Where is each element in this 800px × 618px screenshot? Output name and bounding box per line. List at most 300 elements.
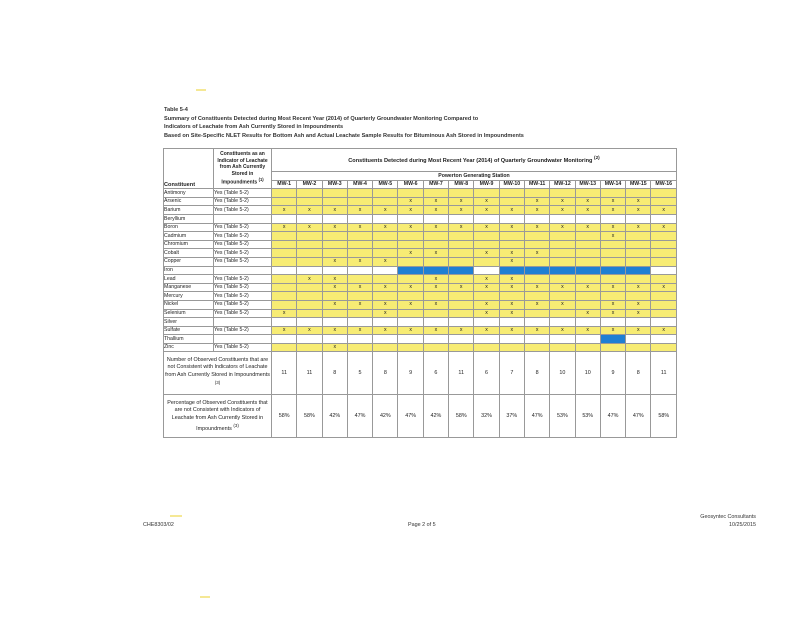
- well-cell: [347, 300, 372, 309]
- well-cell: [373, 266, 398, 275]
- well-cell: [474, 232, 499, 241]
- well-cell: [651, 232, 677, 241]
- well-cell: [423, 318, 448, 327]
- well-header: MW-1: [272, 180, 297, 189]
- well-cell: [347, 318, 372, 327]
- well-cell: [651, 300, 677, 309]
- well-cell: [499, 326, 524, 335]
- summary-value: 47%: [626, 395, 651, 438]
- well-cell: [474, 309, 499, 318]
- well-cell: [600, 292, 625, 301]
- well-cell: [626, 223, 651, 232]
- table-row: [164, 275, 677, 284]
- well-cell: [423, 189, 448, 198]
- well-cell: [524, 206, 549, 215]
- table-row: [164, 343, 677, 352]
- well-cell: [347, 214, 372, 223]
- well-header: MW-3: [322, 180, 347, 189]
- well-cell: [423, 326, 448, 335]
- well-cell: [600, 275, 625, 284]
- summary-value: 8: [322, 352, 347, 395]
- well-cell: [651, 223, 677, 232]
- detected-mark: x: [637, 327, 640, 334]
- well-cell: [347, 223, 372, 232]
- well-cell: [322, 266, 347, 275]
- well-cell: [499, 214, 524, 223]
- well-cell: [272, 189, 297, 198]
- well-cell: [398, 214, 423, 223]
- well-cell: [600, 197, 625, 206]
- detected-mark: x: [586, 310, 589, 317]
- well-cell: [398, 240, 423, 249]
- well-cell: [449, 275, 474, 284]
- well-cell: [600, 335, 625, 344]
- well-cell: [550, 189, 575, 198]
- detected-mark: x: [459, 206, 463, 213]
- table-row: [164, 206, 677, 215]
- well-cell: [322, 326, 347, 335]
- well-cell: [449, 197, 474, 206]
- well-cell: [626, 249, 651, 258]
- summary-value: 47%: [398, 395, 423, 438]
- well-cell: [272, 249, 297, 258]
- well-cell: [398, 326, 423, 335]
- well-cell: [449, 206, 474, 215]
- well-cell: [297, 318, 322, 327]
- well-cell: [398, 249, 423, 258]
- summary-value: 58%: [297, 395, 322, 438]
- well-cell: [499, 318, 524, 327]
- table-row: [164, 326, 677, 335]
- summary-value: 11: [272, 352, 297, 395]
- well-cell: [474, 240, 499, 249]
- well-cell: [423, 309, 448, 318]
- well-cell: [474, 283, 499, 292]
- well-cell: [449, 326, 474, 335]
- well-cell: [449, 232, 474, 241]
- indicator-value: Yes (Table 5-2): [214, 283, 272, 292]
- well-cell: [474, 214, 499, 223]
- well-cell: [322, 232, 347, 241]
- well-cell: [474, 275, 499, 284]
- well-cell: [347, 292, 372, 301]
- indicator-value: Yes (Table 5-2): [214, 240, 272, 249]
- well-cell: [499, 223, 524, 232]
- summary-value: 32%: [474, 395, 499, 438]
- well-cell: [651, 257, 677, 266]
- detected-mark: x: [637, 301, 640, 308]
- well-cell: [423, 232, 448, 241]
- well-cell: [626, 240, 651, 249]
- well-cell: [398, 300, 423, 309]
- summary-value: 42%: [322, 395, 347, 438]
- well-cell: [524, 223, 549, 232]
- well-cell: [524, 318, 549, 327]
- indicator-value: [214, 318, 272, 327]
- well-cell: [524, 189, 549, 198]
- well-cell: [626, 189, 651, 198]
- well-cell: [373, 206, 398, 215]
- well-cell: [423, 240, 448, 249]
- well-cell: [499, 266, 524, 275]
- detected-mark: x: [637, 198, 640, 205]
- well-cell: [474, 292, 499, 301]
- detected-mark: x: [586, 206, 589, 213]
- well-cell: [373, 275, 398, 284]
- well-cell: [499, 309, 524, 318]
- detected-mark: x: [358, 327, 362, 334]
- well-cell: [524, 232, 549, 241]
- well-cell: [575, 197, 600, 206]
- well-cell: [474, 206, 499, 215]
- well-cell: [626, 309, 651, 318]
- well-cell: [373, 257, 398, 266]
- table-title-line1: Summary of Constituents Detected during Most Recent Year (2014) of Quarterly Groundwater Monitoring Compared to: [164, 115, 479, 122]
- well-cell: [347, 283, 372, 292]
- summary-row: [164, 395, 677, 438]
- well-cell: [297, 300, 322, 309]
- well-cell: [499, 292, 524, 301]
- summary-value: 58%: [651, 395, 677, 438]
- detected-mark: x: [611, 284, 615, 291]
- well-cell: [373, 232, 398, 241]
- well-cell: [600, 257, 625, 266]
- indicator-value: Yes (Table 5-2): [214, 206, 272, 215]
- well-cell: [373, 240, 398, 249]
- well-cell: [550, 214, 575, 223]
- well-cell: [347, 232, 372, 241]
- well-cell: [575, 300, 600, 309]
- constituent-name: Antimony: [164, 189, 214, 198]
- detected-mark: x: [586, 224, 589, 231]
- well-cell: [398, 309, 423, 318]
- well-cell: [322, 223, 347, 232]
- summary-value: 10: [550, 352, 575, 395]
- summary-value: 58%: [449, 395, 474, 438]
- highlight-mark: [196, 89, 206, 91]
- well-cell: [474, 318, 499, 327]
- well-cell: [600, 214, 625, 223]
- well-cell: [626, 232, 651, 241]
- well-cell: [651, 292, 677, 301]
- well-cell: [651, 214, 677, 223]
- well-cell: [272, 318, 297, 327]
- well-cell: [575, 257, 600, 266]
- highlight-mark: [200, 596, 210, 598]
- well-cell: [322, 318, 347, 327]
- table-title-line2: Indicators of Leachate from Ash Currently Stored in Impoundments: [164, 124, 344, 130]
- well-cell: [423, 223, 448, 232]
- well-cell: [297, 189, 322, 198]
- table-row: [164, 197, 677, 206]
- constituent-name: Zinc: [164, 343, 214, 352]
- well-cell: [575, 326, 600, 335]
- detected-mark: x: [662, 224, 666, 231]
- detected-mark: x: [510, 275, 514, 282]
- detected-mark: x: [409, 198, 412, 205]
- detected-mark: x: [611, 301, 615, 308]
- well-cell: [499, 249, 524, 258]
- constituent-header: Constituent: [164, 149, 214, 189]
- constituent-name: Sulfate: [164, 326, 214, 335]
- well-cell: [398, 275, 423, 284]
- well-cell: [499, 197, 524, 206]
- well-cell: [398, 343, 423, 352]
- summary-value: 53%: [575, 395, 600, 438]
- detected-mark: x: [485, 198, 488, 205]
- detected-mark: x: [611, 198, 615, 205]
- well-cell: [575, 283, 600, 292]
- well-cell: [550, 292, 575, 301]
- well-cell: [272, 300, 297, 309]
- well-cell: [449, 292, 474, 301]
- detected-mark: x: [333, 258, 337, 265]
- well-cell: [347, 309, 372, 318]
- well-cell: [423, 266, 448, 275]
- well-cell: [499, 300, 524, 309]
- detected-mark: x: [409, 301, 412, 308]
- constituent-name: Cadmium: [164, 232, 214, 241]
- well-cell: [626, 266, 651, 275]
- detected-mark: x: [662, 327, 666, 334]
- well-cell: [373, 300, 398, 309]
- detected-mark: x: [459, 327, 463, 334]
- detected-mark: x: [358, 284, 362, 291]
- well-cell: [373, 343, 398, 352]
- well-cell: [347, 206, 372, 215]
- detected-mark: x: [384, 327, 387, 334]
- constituent-name: Lead: [164, 275, 214, 284]
- well-cell: [474, 197, 499, 206]
- well-cell: [272, 257, 297, 266]
- well-cell: [524, 309, 549, 318]
- detected-mark: x: [333, 344, 337, 351]
- well-cell: [322, 343, 347, 352]
- detected-mark: x: [384, 224, 387, 231]
- well-cell: [322, 197, 347, 206]
- detected-mark: x: [485, 301, 488, 308]
- well-cell: [272, 309, 297, 318]
- footer-company: Geosyntec Consultants: [700, 514, 756, 520]
- well-cell: [600, 266, 625, 275]
- detected-mark: x: [561, 284, 564, 291]
- indicator-value: Yes (Table 5-2): [214, 232, 272, 241]
- well-cell: [297, 275, 322, 284]
- well-header: MW-8: [449, 180, 474, 189]
- table-row: [164, 283, 677, 292]
- detected-mark: x: [510, 249, 514, 256]
- well-cell: [550, 343, 575, 352]
- well-cell: [626, 335, 651, 344]
- well-cell: [575, 189, 600, 198]
- well-cell: [651, 343, 677, 352]
- well-cell: [449, 266, 474, 275]
- constituent-name: Mercury: [164, 292, 214, 301]
- detected-mark: x: [434, 284, 438, 291]
- indicator-value: Yes (Table 5-2): [214, 300, 272, 309]
- detected-mark: x: [637, 224, 640, 231]
- well-cell: [373, 292, 398, 301]
- well-cell: [651, 240, 677, 249]
- summary-value: 8: [626, 352, 651, 395]
- detected-header: Constituents Detected during Most Recent Year (2014) of Quarterly Groundwater Monitoring $^{(2)}$: [272, 149, 677, 172]
- well-cell: [297, 309, 322, 318]
- detected-mark: x: [384, 310, 387, 317]
- well-cell: [449, 300, 474, 309]
- well-cell: [626, 214, 651, 223]
- indicator-value: [214, 214, 272, 223]
- well-cell: [398, 197, 423, 206]
- detected-mark: x: [662, 284, 666, 291]
- well-cell: [600, 326, 625, 335]
- summary-value: 6: [423, 352, 448, 395]
- table-row: [164, 300, 677, 309]
- well-cell: [474, 300, 499, 309]
- footer-doc-id: CHE8303/02: [143, 522, 174, 528]
- indicator-value: Yes (Table 5-2): [214, 292, 272, 301]
- well-cell: [524, 266, 549, 275]
- well-cell: [373, 283, 398, 292]
- highlight-mark: [170, 515, 182, 517]
- well-cell: [550, 232, 575, 241]
- detected-mark: x: [561, 224, 564, 231]
- well-cell: [272, 275, 297, 284]
- detected-mark: x: [586, 327, 589, 334]
- table-row: [164, 292, 677, 301]
- summary-value: 10: [575, 352, 600, 395]
- detected-mark: x: [409, 249, 412, 256]
- well-cell: [600, 318, 625, 327]
- well-cell: [575, 240, 600, 249]
- detected-mark: x: [510, 284, 514, 291]
- constituent-name: Cobalt: [164, 249, 214, 258]
- well-cell: [398, 292, 423, 301]
- table-number: Table 5-4: [164, 107, 188, 113]
- well-cell: [550, 318, 575, 327]
- well-header: MW-9: [474, 180, 499, 189]
- detected-mark: x: [485, 275, 488, 282]
- detected-mark: x: [434, 327, 438, 334]
- well-header: MW-7: [423, 180, 448, 189]
- well-cell: [474, 266, 499, 275]
- detected-mark: x: [561, 327, 564, 334]
- well-cell: [347, 257, 372, 266]
- detected-mark: x: [586, 284, 589, 291]
- well-cell: [499, 283, 524, 292]
- detected-mark: x: [459, 284, 463, 291]
- detected-mark: x: [333, 284, 337, 291]
- well-cell: [373, 197, 398, 206]
- detected-mark: x: [384, 301, 387, 308]
- detected-mark: x: [662, 206, 666, 213]
- well-header: MW-6: [398, 180, 423, 189]
- detected-mark: x: [535, 249, 539, 256]
- summary-value: 11: [651, 352, 677, 395]
- detected-mark: x: [561, 198, 564, 205]
- table-row: [164, 240, 677, 249]
- well-cell: [474, 326, 499, 335]
- detected-mark: x: [409, 224, 412, 231]
- well-cell: [373, 326, 398, 335]
- well-cell: [575, 223, 600, 232]
- detected-mark: x: [611, 310, 615, 317]
- well-cell: [575, 249, 600, 258]
- well-cell: [575, 343, 600, 352]
- well-cell: [322, 292, 347, 301]
- well-cell: [272, 240, 297, 249]
- well-cell: [651, 326, 677, 335]
- table-row: [164, 266, 677, 275]
- well-header: MW-16: [651, 180, 677, 189]
- detected-mark: x: [535, 224, 539, 231]
- well-cell: [373, 335, 398, 344]
- well-cell: [398, 335, 423, 344]
- well-cell: [550, 197, 575, 206]
- well-cell: [297, 197, 322, 206]
- well-cell: [474, 343, 499, 352]
- detected-mark: x: [485, 310, 488, 317]
- detected-mark: x: [358, 224, 362, 231]
- well-cell: [297, 292, 322, 301]
- well-cell: [550, 326, 575, 335]
- well-cell: [347, 197, 372, 206]
- well-cell: [626, 275, 651, 284]
- well-cell: [297, 206, 322, 215]
- detected-mark: x: [333, 224, 337, 231]
- well-cell: [398, 232, 423, 241]
- detected-mark: x: [535, 327, 539, 334]
- well-cell: [600, 309, 625, 318]
- well-cell: [651, 266, 677, 275]
- well-cell: [600, 206, 625, 215]
- detected-mark: x: [282, 224, 286, 231]
- detected-mark: x: [358, 206, 362, 213]
- well-cell: [423, 283, 448, 292]
- well-cell: [297, 232, 322, 241]
- well-cell: [423, 292, 448, 301]
- constituent-name: Manganese: [164, 283, 214, 292]
- well-cell: [423, 343, 448, 352]
- table-row: [164, 257, 677, 266]
- detected-mark: x: [637, 284, 640, 291]
- well-cell: [499, 275, 524, 284]
- detected-mark: x: [485, 284, 488, 291]
- constituent-name: Boron: [164, 223, 214, 232]
- summary-value: 47%: [524, 395, 549, 438]
- constituent-name: Barium: [164, 206, 214, 215]
- well-header: MW-4: [347, 180, 372, 189]
- well-cell: [575, 266, 600, 275]
- well-cell: [550, 300, 575, 309]
- table-caption: [164, 106, 524, 140]
- well-cell: [449, 257, 474, 266]
- well-cell: [347, 326, 372, 335]
- detected-mark: x: [637, 310, 640, 317]
- constituent-name: Selenium: [164, 309, 214, 318]
- well-cell: [347, 240, 372, 249]
- well-cell: [575, 232, 600, 241]
- constituent-name: Chromium: [164, 240, 214, 249]
- well-header: MW-12: [550, 180, 575, 189]
- detected-mark: x: [333, 206, 337, 213]
- well-cell: [322, 283, 347, 292]
- well-cell: [449, 189, 474, 198]
- detected-mark: x: [358, 258, 362, 265]
- well-cell: [322, 189, 347, 198]
- well-cell: [322, 214, 347, 223]
- indicator-value: Yes (Table 5-2): [214, 343, 272, 352]
- well-cell: [600, 232, 625, 241]
